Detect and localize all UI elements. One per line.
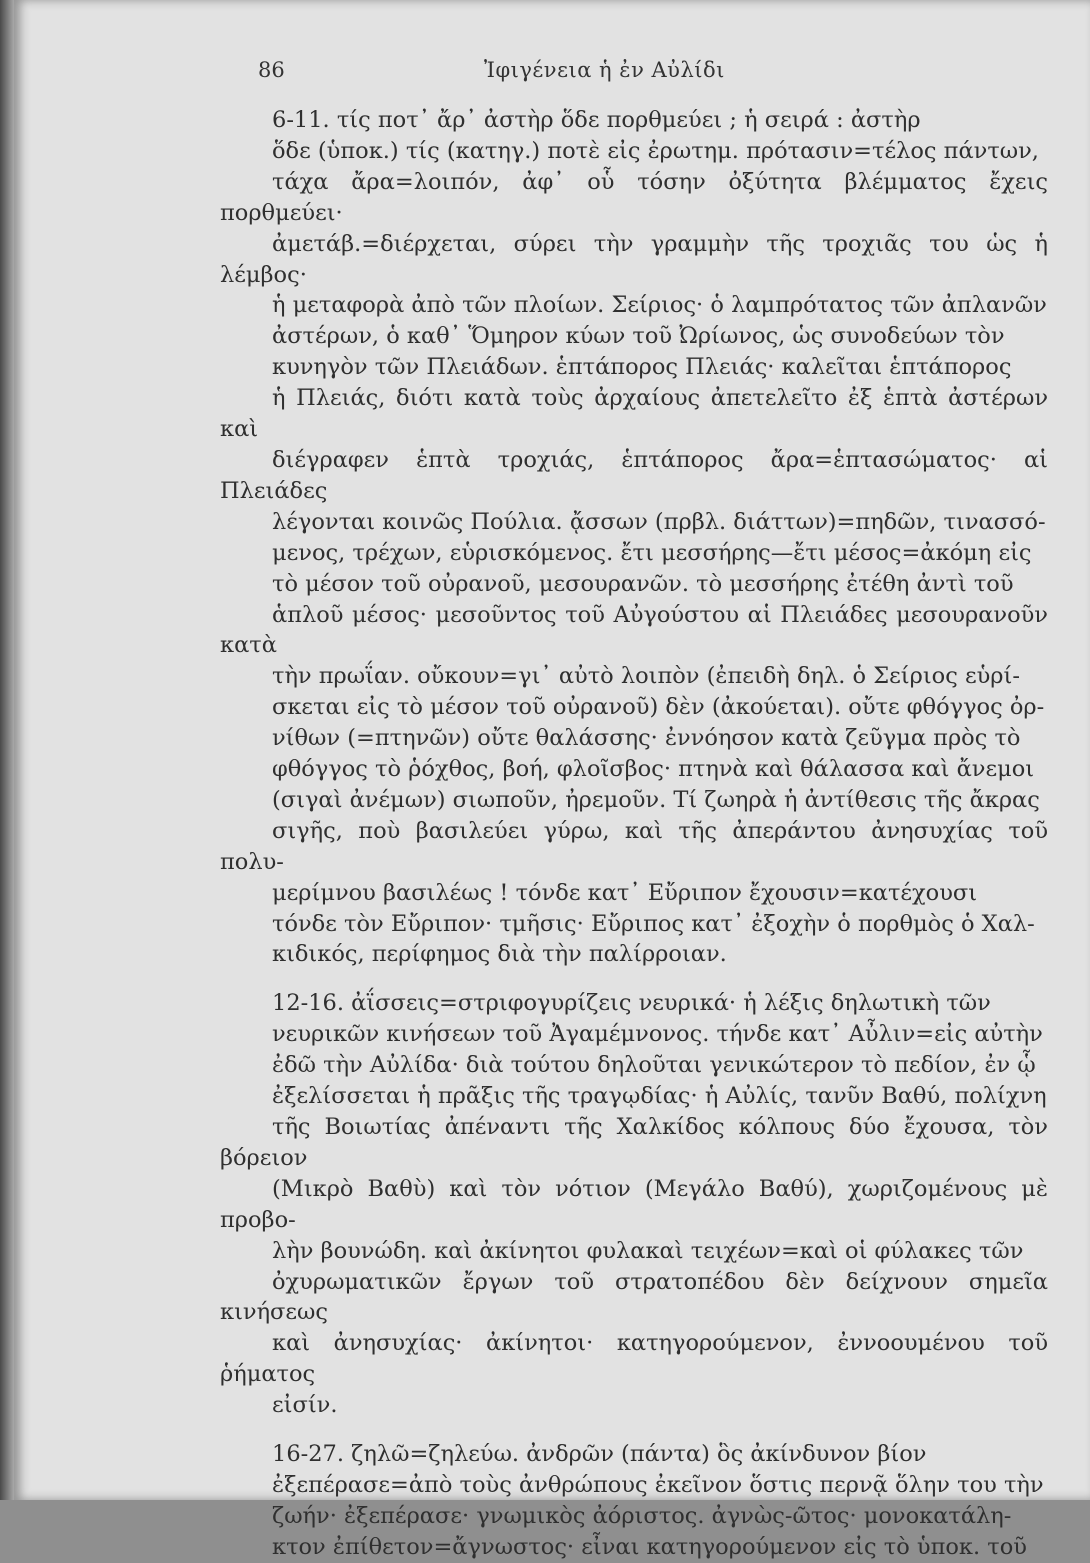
- text-line: ζωήν· ἐξεπέρασε· γνωμικὸς ἀόριστος. ἀγνὼς-ῶτος· μονοκατάλη-: [272, 1502, 1012, 1529]
- text-line: ἁπλοῦ μέσος· μεσοῦντος τοῦ Αὐγούστου αἱ Πλειάδες μεσουρανοῦν κατὰ: [220, 601, 1048, 659]
- text-line: τόνδε τὸν Εὔριπον· τμῆσις· Εὔριπος κατ᾽ ἐξοχὴν ὁ πορθμὸς ὁ Χαλ-: [272, 910, 1035, 937]
- commentary-body: [220, 105, 1048, 1563]
- text-line: εἰσίν.: [272, 1392, 338, 1419]
- text-line: ἡ Πλειάς, διότι κατὰ τοὺς ἀρχαίους ἀπετελεῖτο ἐξ ἑπτὰ ἀστέρων καὶ: [220, 385, 1048, 443]
- text-line: νίθων (=πτηνῶν) οὔτε θαλάσσης· ἐννόησον κατὰ ζεῦγμα πρὸς τὸ: [272, 725, 1021, 752]
- commentary-paragraph-6-11: [220, 105, 1048, 970]
- text-line: λέγονται κοινῶς Πούλια. ᾄσσων (πρβλ. διάττων)=πηδῶν, τινασσό-: [272, 508, 1046, 535]
- text-line: καὶ ἀνησυχίας· ἀκίνητοι· κατηγορούμενον, ἐννοουμένου τοῦ ῥήματος: [220, 1330, 1048, 1388]
- text-line: τῆς Βοιωτίας ἀπέναντι τῆς Χαλκίδος κόλπους δύο ἔχουσα, τὸν βόρειον: [220, 1114, 1048, 1171]
- text-line: μερίμνου βασιλέως ! τόνδε κατ᾽ Εὔριπον ἔχουσιν=κατέχουσι: [272, 879, 978, 906]
- text-line: τὴν πρωΐαν. οὔκουν=γι᾽ αὐτὸ λοιπὸν (ἐπειδὴ δηλ. ὁ Σείριος εὑρί-: [272, 663, 1020, 690]
- text-line: διέγραφεν ἑπτὰ τροχιάς, ἑπτάπορος ἄρα=ἑπτασώματος· αἱ Πλειάδες: [220, 446, 1048, 504]
- text-line: κιδικός, περίφημος διὰ τὴν παλίρροιαν.: [272, 941, 727, 968]
- text-line: 12-16. ἀΐσσεις=στριφογυρίζεις νευρικά· ἡ λέξις δηλωτικὴ τῶν: [272, 990, 991, 1017]
- text-line: φθόγγος τὸ ῥόχθος, βοή, φλοῖσβος· πτηνὰ καὶ θάλασσα καὶ ἄνεμοι: [272, 756, 1035, 783]
- text-line: λὴν βουνώδη. καὶ ἀκίνητοι φυλακαὶ τειχέων=καὶ οἱ φύλακες τῶν: [272, 1237, 1024, 1264]
- text-line: τὸ μέσον τοῦ οὐρανοῦ, μεσουρανῶν. τὸ μεσσήρης ἐτέθη ἀντὶ τοῦ: [272, 570, 1014, 597]
- running-title: Ἰφιγένεια ἡ ἐν Αὐλίδι: [484, 58, 725, 82]
- text-line: ἐδῶ τὴν Αὐλίδα· διὰ τούτου δηλοῦται γενικώτερον τὸ πεδίον, ἐν ᾧ: [272, 1052, 1036, 1079]
- book-page: [14, 0, 1090, 1560]
- text-line: ὀχυρωματικῶν ἔργων τοῦ στρατοπέδου δὲν δείχνουν σημεῖα κινήσεως: [220, 1268, 1048, 1326]
- book-spine-edge: [0, 0, 14, 1500]
- text-line: ἐξελίσσεται ἡ πρᾶξις τῆς τραγῳδίας· ἡ Αὐλίς, τανῦν Βαθύ, πολίχνη: [272, 1083, 1047, 1110]
- text-line: ὅδε (ὑποκ.) τίς (κατηγ.) ποτὲ εἰς ἐρωτημ. πρότασιν=τέλος πάντων,: [272, 137, 1039, 164]
- text-line: ἡ μεταφορὰ ἀπὸ τῶν πλοίων. Σείριος· ὁ λαμπρότατος τῶν ἀπλανῶν: [272, 292, 1047, 319]
- text-line: ἀμετάβ.=διέρχεται, σύρει τὴν γραμμὴν τῆς τροχιᾶς του ὡς ἡ λέμβος·: [220, 230, 1048, 288]
- text-line: 6-11. τίς ποτ᾽ ἄρ᾽ ἀστὴρ ὅδε πορθμεύει ; ἡ σειρά : ἀστὴρ: [272, 107, 921, 133]
- page-header: [14, 52, 1090, 92]
- text-line: μενος, τρέχων, εὑρισκόμενος. ἔτι μεσσήρης—ἔτι μέσος=ἀκόμη εἰς: [272, 539, 1032, 566]
- text-line: ἐξεπέρασε=ἀπὸ τοὺς ἀνθρώπους ἐκεῖνον ὅστις περνᾷ ὅλην του τὴν: [272, 1471, 1044, 1498]
- page-number: 86: [258, 58, 285, 82]
- text-line: κυνηγὸν τῶν Πλειάδων. ἑπτάπορος Πλειάς· καλεῖται ἑπτάπορος: [272, 354, 1012, 381]
- text-line: ἀστέρων, ὁ καθ᾽ Ὅμηρον κύων τοῦ Ὠρίωνος, ὡς συνοδεύων τὸν: [272, 323, 1005, 350]
- text-line: (Μικρὸ Βαθὺ) καὶ τὸν νότιον (Μεγάλο Βαθύ), χωριζομένους μὲ προβο-: [220, 1175, 1048, 1233]
- text-line: σκεται εἰς τὸ μέσον τοῦ οὐρανοῦ) δὲν (ἀκούεται). οὔτε φθόγγος ὀρ-: [272, 694, 1045, 721]
- text-line: σιγῆς, ποὺ βασιλεύει γύρω, καὶ τῆς ἀπεράντου ἀνησυχίας τοῦ πολυ-: [220, 817, 1048, 875]
- text-line: κτον ἐπίθετον=ἄγνωστος· εἶναι κατηγορούμενον εἰς τὸ ὑποκ. τοῦ: [272, 1533, 1027, 1560]
- commentary-paragraph-16-27: [220, 1439, 1048, 1563]
- text-line: τάχα ἄρα=λοιπόν, ἀφ᾽ οὗ τόσην ὀξύτητα βλέμματος ἔχεις πορθμεύει·: [220, 168, 1048, 226]
- text-line: νευρικῶν κινήσεων τοῦ Ἀγαμέμνονος. τήνδε κατ᾽ Αὖλιν=εἰς αὐτὴν: [272, 1021, 1043, 1048]
- commentary-paragraph-12-16: [220, 988, 1048, 1421]
- text-line: 16-27. ζηλῶ=ζηλεύω. ἀνδρῶν (πάντα) ὃς ἀκίνδυνον βίον: [272, 1441, 927, 1468]
- text-line: (σιγαὶ ἀνέμων) σιωποῦν, ἠρεμοῦν. Τί ζωηρὰ ἡ ἀντίθεσις τῆς ἄκρας: [272, 786, 1040, 813]
